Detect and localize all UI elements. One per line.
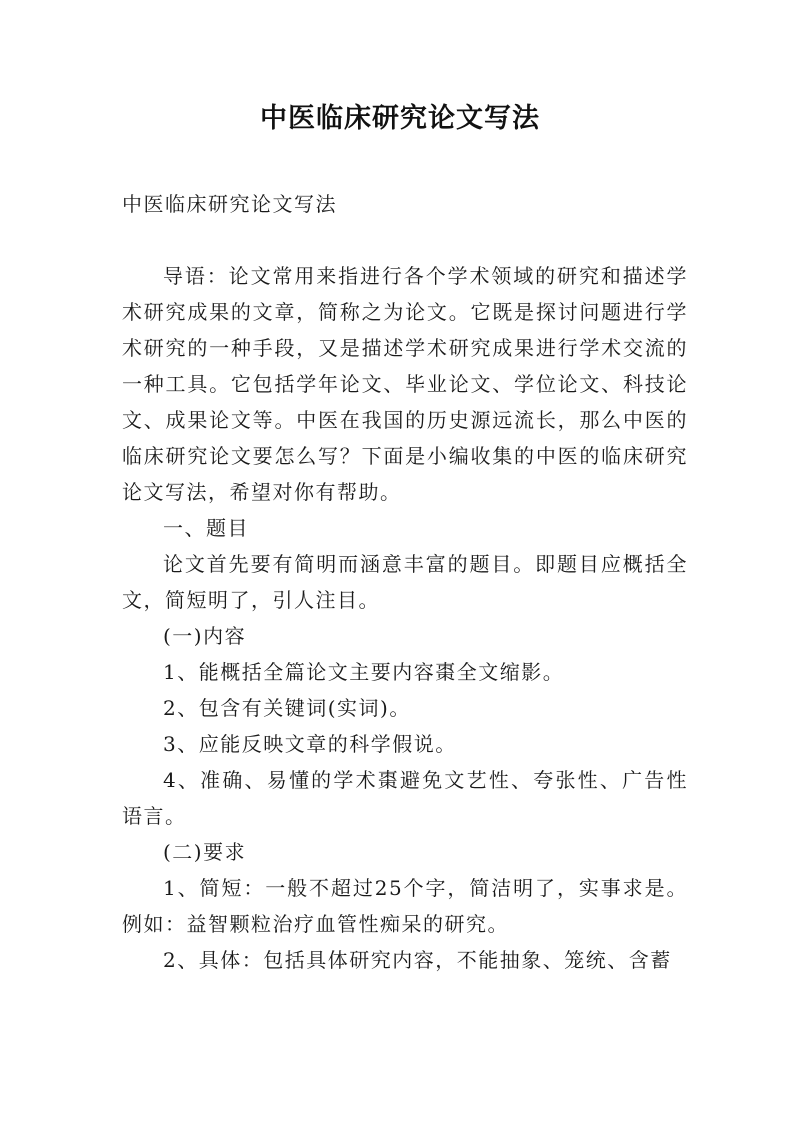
document-subtitle: 中医临床研究论文写法 xyxy=(122,192,337,216)
subsection-heading-content: (一)内容 xyxy=(163,624,247,648)
paragraph-title-summary: 论文首先要有简明而涵意丰富的题目。即题目应概括全文，简短明了，引人注目。 xyxy=(122,552,688,612)
document-body xyxy=(122,186,688,978)
intro-paragraph: 导语：论文常用来指进行各个学术领域的研究和描述学术研究成果的文章，简称之为论文。它既是探讨问题进行学术研究的一种手段，又是描述学术研究成果进行学术交流的一种工具。它包括学年论文、毕业论文、学位论文、科技论文、成果论文等。中医在我国的历史源远流长，那么中医的临床研究论文要怎么写？下面是小编收集的中医的临床研究论文写法，希望对你有帮助。 xyxy=(122,264,688,504)
document-title: 中医临床研究论文写法 xyxy=(260,103,540,134)
list-item: 2、具体：包括具体研究内容，不能抽象、笼统、含蓄 xyxy=(163,948,672,972)
list-item: 1、简短：一般不超过25个字，简洁明了，实事求是。例如：益智颗粒治疗血管性痴呆的研究。 xyxy=(122,876,688,936)
list-item: 2、包含有关键词(实词)。 xyxy=(163,696,411,720)
subsection-heading-requirements: (二)要求 xyxy=(163,840,247,864)
list-item: 4、准确、易懂的学术棗避免文艺性、夸张性、广告性语言。 xyxy=(122,768,688,828)
section-heading-title: 一、题目 xyxy=(163,516,249,540)
list-item: 1、能概括全篇论文主要内容棗全文缩影。 xyxy=(163,660,565,684)
list-item: 3、应能反映文章的科学假说。 xyxy=(163,732,457,756)
